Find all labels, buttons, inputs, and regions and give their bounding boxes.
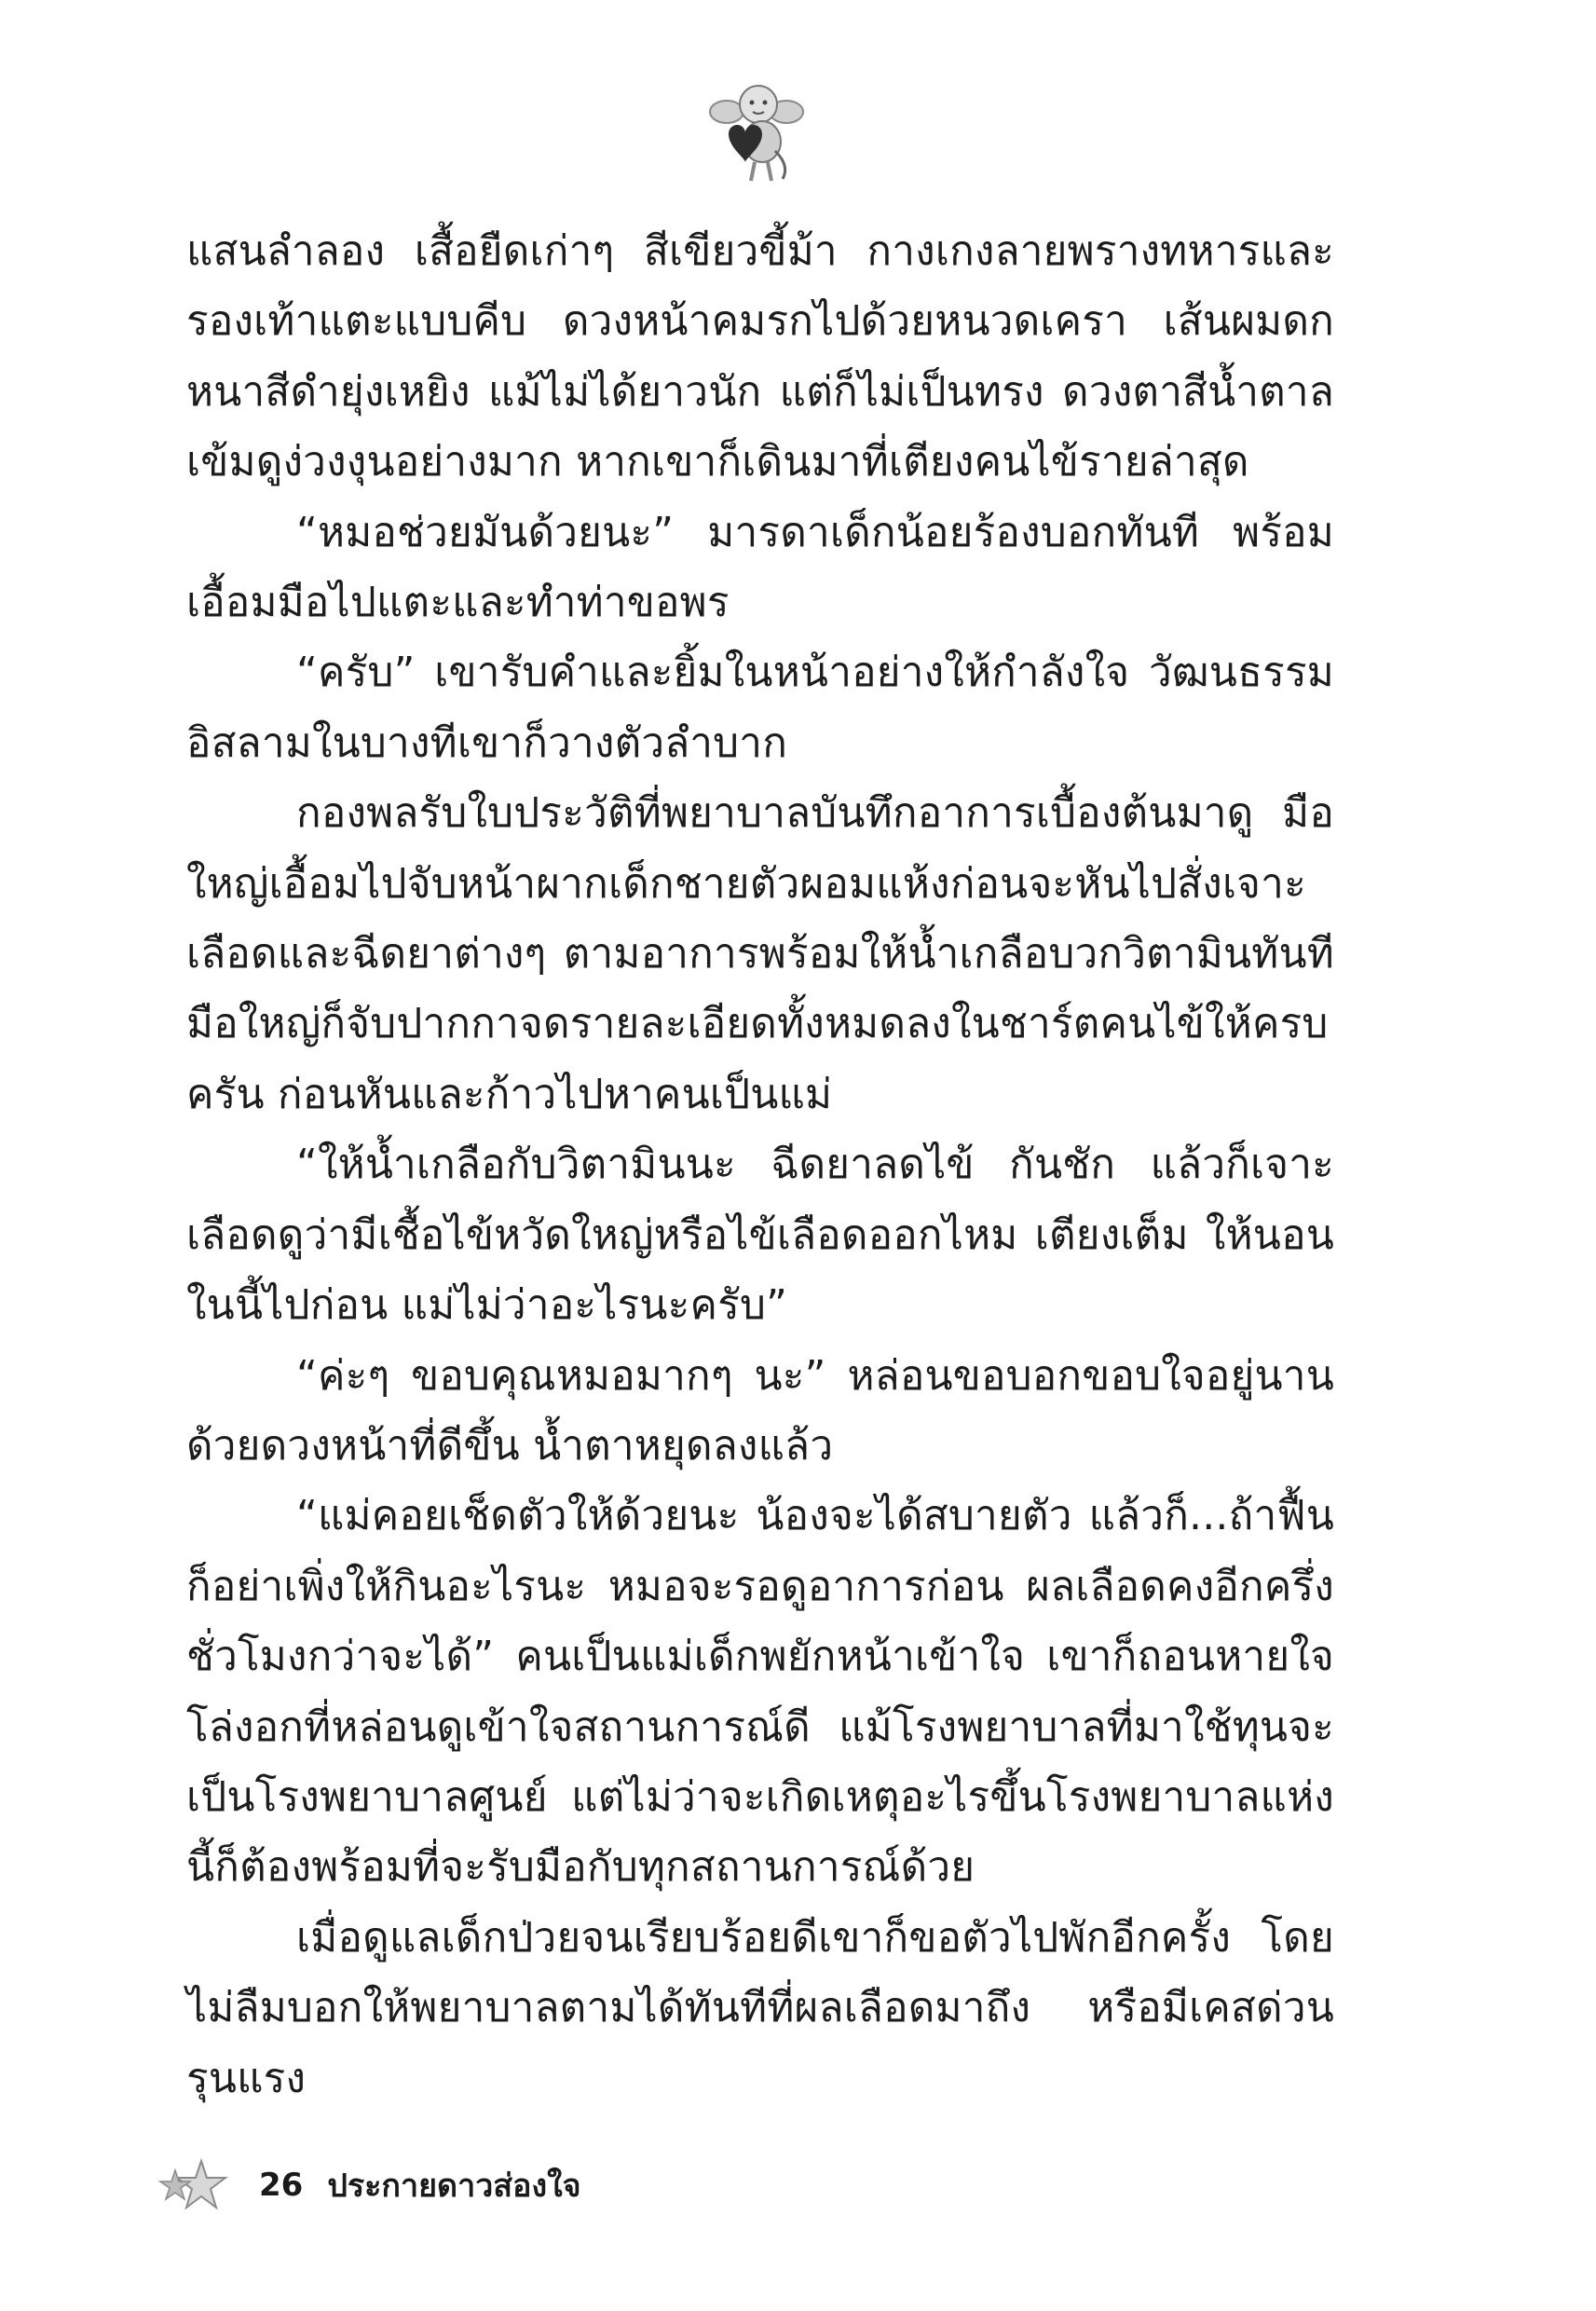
paragraph: “ค่ะๆ ขอบคุณหมอมากๆ นะ” หล่อนขอบอกขอบใจอยู่นานด้วยดวงหน้าที่ดีขึ้น น้ำตาหยุดลงแล้ว [186,1351,1334,1470]
paragraph: แสนลำลอง เสื้อยืดเก่าๆ สีเขียวขี้ม้า กางเกงลายพรางทหารและรองเท้าแตะแบบคีบ ดวงหน้าคมรกไปด้วยหนวดเครา เส้นผมดกหนาสีดำยุ่งเหยิง แม้ไม่ได้ยาวนัก แต่ก็ไม่เป็นทรง ดวงตาสีน้ำตาลเข้มดูง่วงงุนอย่างมาก หากเขาก็เดินมาที่เตียงคนไข้รายล่าสุด [186,227,1334,486]
paragraph: เมื่อดูแลเด็กป่วยจนเรียบร้อยดีเขาก็ขอตัวไปพักอีกครั้ง โดยไม่ลืมบอกให้พยาบาลตามได้ทันทีที่ผลเลือดมาถึง หรือมีเคสด่วนรุนแรง [186,1913,1334,2102]
page-footer [157,2153,1088,2218]
paragraph: “แม่คอยเช็ดตัวให้ด้วยนะ น้องจะได้สบายตัว แล้วก็...ถ้าฟื้นก็อย่าเพิ่งให้กินอะไรนะ หมอจะรอดูอาการก่อน ผลเลือดคงอีกครึ่งชั่วโมงกว่าจะได้” คนเป็นแม่เด็กพยักหน้าเข้าใจ เขาก็ถอนหายใจโล่งอกที่หล่อนดูเข้าใจสถานการณ์ดี แม้โรงพยาบาลที่มาใช้ทุนจะเป็นโรงพยาบาลศูนย์ แต่ไม่ว่าจะเกิดเหตุอะไรขึ้นโรงพยาบาลแห่งนี้ก็ต้องพร้อมที่จะรับมือกับทุกสถานการณ์ด้วย [186,1492,1334,1892]
book-title: ประกายดาวส่องใจ [327,2167,581,2205]
paragraph: กองพลรับใบประวัติที่พยาบาลบันทึกอาการเบื้องต้นมาดู มือใหญ่เอื้อมไปจับหน้าผากเด็กชายตัวผอมแห้งก่อนจะหันไปสั่งเจาะเลือดและฉีดยาต่างๆ ตามอาการพร้อมให้น้ำเกลือบวกวิตามินทันที มือใหญ่ก็จับปากกาจดรายละเอียดทั้งหมดลงในชาร์ตคนไข้ให้ครบครัน ก่อนหันและก้าวไปหาคนเป็นแม่ [186,789,1334,1118]
star-icon [157,2157,231,2213]
paragraph: “หมอช่วยมันด้วยนะ” มารดาเด็กน้อยร้องบอกทันที พร้อมเอื้อมมือไปแตะและทำท่าขอพร [186,508,1334,627]
body-text [186,216,1334,2113]
cupid-with-heart-icon [701,76,812,188]
paragraph: “ให้น้ำเกลือกับวิตามินนะ ฉีดยาลดไข้ กันชัก แล้วก็เจาะเลือดดูว่ามีเชื้อไข้หวัดใหญ่หรือไข้เลือดออกไหม เตียงเต็ม ให้นอนในนี้ไปก่อน แม่ไม่ว่าอะไรนะครับ” [186,1141,1334,1330]
paragraph: “ครับ” เขารับคำและยิ้มในหน้าอย่างให้กำลังใจ วัฒนธรรมอิสลามในบางทีเขาก็วางตัวลำบาก [186,649,1334,767]
page-number: 26 [259,2167,304,2204]
